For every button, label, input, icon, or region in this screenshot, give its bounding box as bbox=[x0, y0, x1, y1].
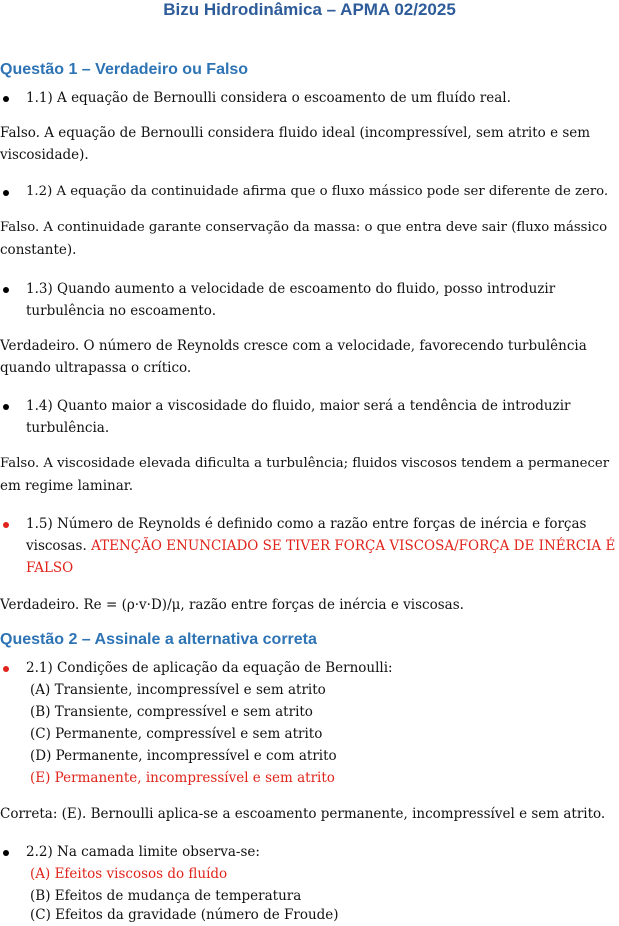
answer-1-1-line1: Falso. A equação de Bernoulli considera fluido ideal (incompressível, sem atrito e sem bbox=[0, 125, 591, 141]
answer-2-1: Correta: (E). Bernoulli aplica-se a escoamento permanente, incompressível e sem atrito. bbox=[0, 806, 606, 822]
answer-1-2-line2: constante). bbox=[0, 242, 77, 258]
question-1-heading: Questão 1 – Verdadeiro ou Falso bbox=[0, 61, 249, 78]
answer-1-4-line2: em regime laminar. bbox=[0, 478, 134, 494]
bullet-1-5 bbox=[3, 522, 9, 528]
item-1-4-line1: 1.4) Quanto maior a viscosidade do fluido, maior será a tendência de introduzir bbox=[26, 398, 571, 414]
item-2-2-option-b: (B) Efeitos de mudança de temperatura bbox=[30, 888, 302, 904]
item-2-1-option-e: (E) Permanente, incompressível e sem atrito bbox=[30, 770, 335, 786]
answer-1-1-line2: viscosidade). bbox=[0, 147, 89, 163]
bullet-2-2 bbox=[3, 850, 9, 856]
bullet-1-2 bbox=[3, 190, 9, 196]
item-1-5-line3: FALSO bbox=[26, 560, 74, 576]
item-2-2-stem: 2.2) Na camada limite observa-se: bbox=[26, 844, 260, 860]
item-2-1-stem: 2.1) Condições de aplicação da equação de Bernoulli: bbox=[26, 660, 393, 676]
bullet-1-4 bbox=[3, 404, 9, 410]
item-2-1-option-b: (B) Transiente, compressível e sem atrito bbox=[30, 704, 313, 720]
item-1-1-text: 1.1) A equação de Bernoulli considera o escoamento de um fluído real. bbox=[26, 90, 511, 106]
item-2-1-option-c: (C) Permanente, compressível e sem atrito bbox=[30, 726, 323, 742]
item-2-2-option-c: (C) Efeitos da gravidade (número de Froude) bbox=[30, 907, 339, 923]
item-1-4-line2: turbulência. bbox=[26, 420, 110, 436]
bullet-1-3 bbox=[3, 287, 9, 293]
document-title: Bizu Hidrodinâmica – APMA 02/2025 bbox=[163, 0, 456, 19]
answer-1-2-line1: Falso. A continuidade garante conservação da massa: o que entra deve sair (fluxo mássico bbox=[0, 220, 608, 235]
answer-1-3-line1: Verdadeiro. O número de Reynolds cresce com a velocidade, favorecendo turbulência bbox=[0, 338, 587, 354]
item-2-2-option-a: (A) Efeitos viscosos do fluído bbox=[30, 866, 228, 882]
item-1-3-line1: 1.3) Quando aumento a velocidade de escoamento do fluido, posso introduzir bbox=[26, 281, 556, 297]
bullet-2-1 bbox=[3, 666, 9, 672]
item-1-2-text: 1.2) A equação da continuidade afirma que o fluxo mássico pode ser diferente de zero. bbox=[26, 184, 609, 199]
item-2-1-option-d: (D) Permanente, incompressível e com atrito bbox=[30, 748, 337, 764]
answer-1-5-line1: Verdadeiro. Re = (ρ·v·D)/μ, razão entre forças de inércia e viscosas. bbox=[0, 597, 464, 613]
answer-1-4-line1: Falso. A viscosidade elevada dificulta a turbulência; fluidos viscosos tendem a permanecer bbox=[0, 456, 610, 471]
item-1-5-line2-plain: viscosas. bbox=[26, 538, 92, 554]
item-1-5-warning: ATENÇÃO ENUNCIADO SE TIVER FORÇA VISCOSA/FORÇA DE INÉRCIA É bbox=[91, 538, 616, 554]
bullet-1-1 bbox=[3, 96, 9, 102]
item-1-5-line2 bbox=[26, 535, 615, 557]
item-1-5-line1: 1.5) Número de Reynolds é definido como a razão entre forças de inércia e forças bbox=[26, 516, 587, 532]
item-2-1-option-a: (A) Transiente, incompressível e sem atrito bbox=[30, 682, 326, 698]
item-1-3-line2: turbulência no escoamento. bbox=[26, 303, 216, 319]
answer-1-3-line2: quando ultrapassa o crítico. bbox=[0, 360, 192, 376]
question-2-heading: Questão 2 – Assinale a alternativa correta bbox=[0, 631, 317, 648]
